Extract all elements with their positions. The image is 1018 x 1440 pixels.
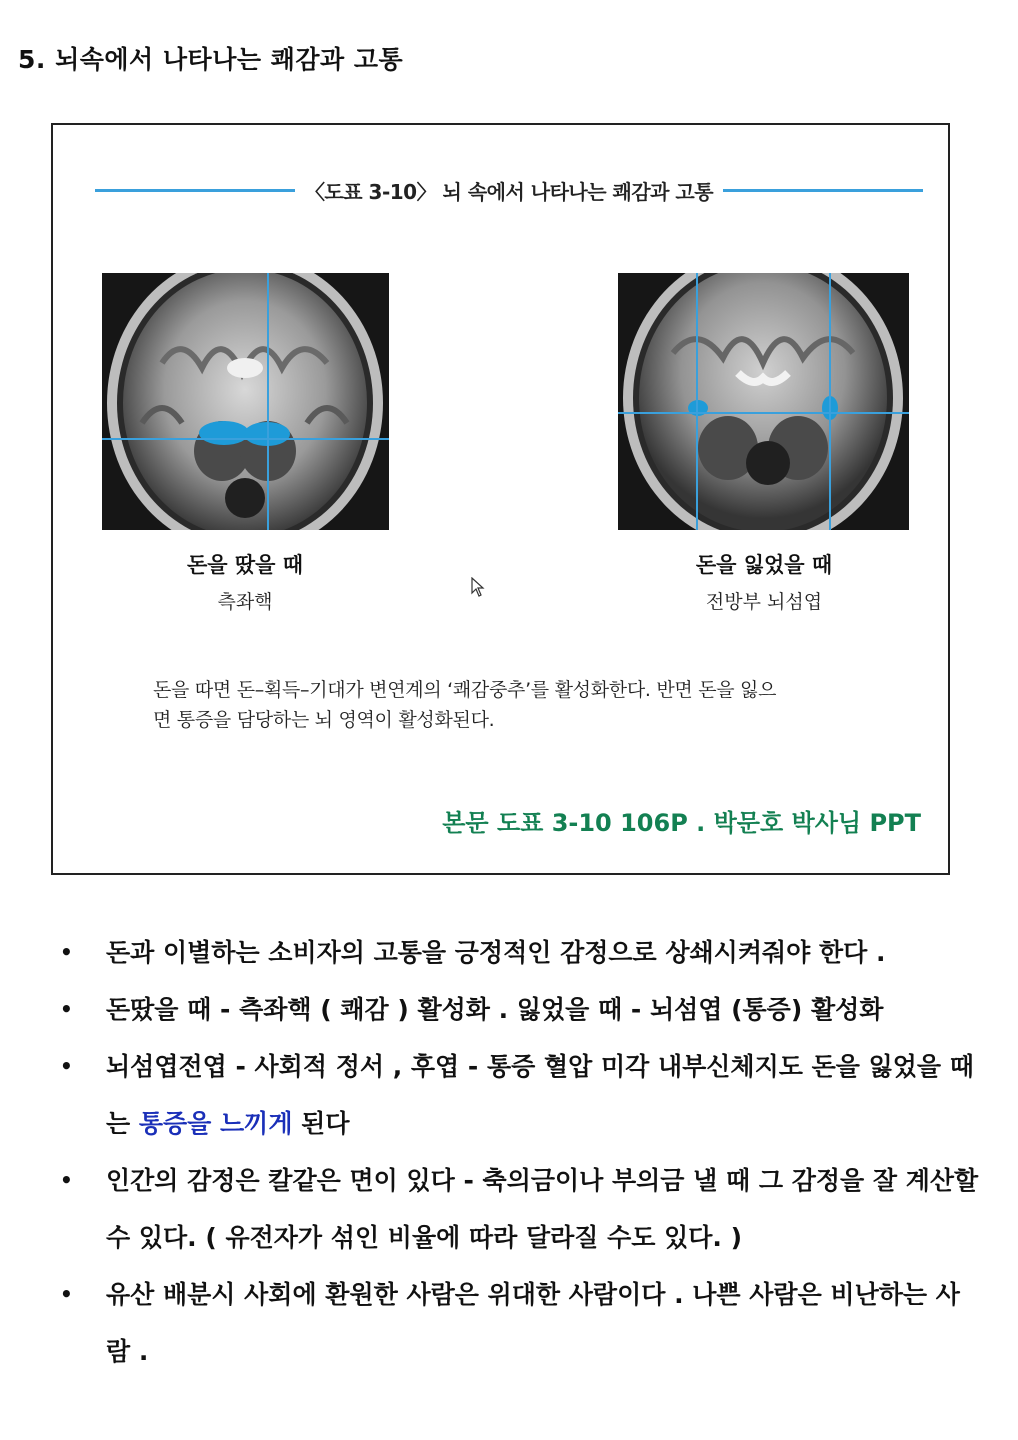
- highlighted-text: 통증을 느끼게: [138, 1109, 293, 1138]
- caption-win-sub: 측좌핵: [217, 591, 273, 613]
- bullet-text: 뇌섬엽전엽 - 사회적 정서 , 후엽 - 통증 혈압 미각 내부신체지도 돈을 잃었을 때는: [106, 1052, 974, 1138]
- bullet-icon: •: [60, 997, 73, 1021]
- bullet-icon: •: [60, 1168, 73, 1192]
- header-rule-right: [723, 189, 923, 192]
- caption-loss-sub: 전방부 뇌섬엽: [705, 591, 823, 613]
- list-item: [52, 924, 982, 981]
- bullet-icon: •: [60, 1282, 73, 1306]
- bullet-text: 돈과 이별하는 소비자의 고통을 긍정적인 감정으로 상쇄시켜줘야 한다 .: [106, 938, 886, 967]
- caption-loss: [634, 549, 894, 614]
- bullet-icon: •: [60, 940, 73, 964]
- list-item: [52, 1038, 982, 1152]
- bullet-text: 돈땄을 때 - 측좌핵 ( 쾌감 ) 활성화 . 잃었을 때 - 뇌섬엽 (통증) 활성화: [106, 995, 884, 1024]
- brain-scan-win: [102, 273, 389, 530]
- figure-description: [153, 675, 873, 735]
- bullet-icon: •: [60, 1054, 73, 1078]
- figure-header-text: 〈도표 3-10〉 뇌 속에서 나타나는 쾌감과 고통: [304, 179, 714, 204]
- list-item: [52, 1152, 982, 1266]
- figure-source: 본문 도표 3-10 106P . 박문호 박사님 PPT: [442, 809, 921, 837]
- section-title: 5. 뇌속에서 나타나는 쾌감과 고통: [18, 45, 404, 74]
- caption-loss-title: 돈을 잃었을 때: [695, 553, 833, 577]
- list-item: [52, 1266, 982, 1380]
- bullet-text-end: 된다: [292, 1109, 350, 1138]
- header-rule-left: [95, 189, 295, 192]
- caption-win-title: 돈을 땄을 때: [186, 553, 304, 577]
- figure-box: [51, 123, 950, 875]
- description-line-2: 면 통증을 담당하는 뇌 영역이 활성화된다.: [153, 709, 495, 731]
- list-item: [52, 981, 982, 1038]
- description-line-1: 돈을 따면 돈–획득–기대가 변연계의 ‘쾌감중추’를 활성화한다. 반면 돈을 잃으: [153, 679, 777, 701]
- brain-scan-loss: [618, 273, 909, 530]
- bullet-list: [52, 924, 982, 1380]
- figure-header: [95, 175, 923, 205]
- bullet-text: 유산 배분시 사회에 환원한 사람은 위대한 사람이다 . 나쁜 사람은 비난하는 사람 .: [106, 1280, 960, 1366]
- bullet-text: 인간의 감정은 칼같은 면이 있다 - 축의금이나 부의금 낼 때 그 감정을 잘 계산할 수 있다. ( 유전자가 섞인 비율에 따라 달라질 수도 있다. ): [106, 1166, 979, 1252]
- mouse-cursor-icon: [471, 577, 485, 597]
- caption-win: [115, 549, 375, 614]
